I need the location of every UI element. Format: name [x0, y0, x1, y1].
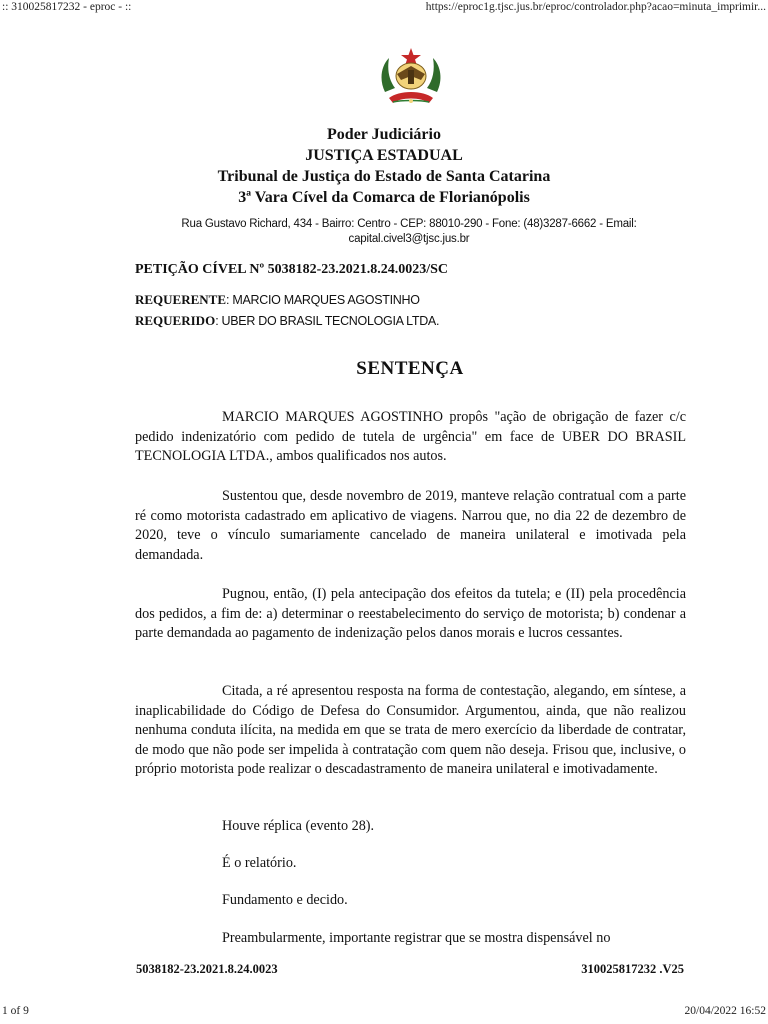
defendant-name: : UBER DO BRASIL TECNOLOGIA LTDA. [215, 314, 440, 328]
print-datetime: 20/04/2022 16:52 [684, 1005, 766, 1017]
plaintiff-name: : MARCIO MARQUES AGOSTINHO [226, 293, 420, 307]
court-header [100, 124, 668, 208]
court-name: 3ª Vara Cível da Comarca de Florianópolis [238, 189, 530, 206]
paragraph-6: É o relatório. [222, 855, 297, 871]
paragraph-2: Sustentou que, desde novembro de 2019, manteve relação contratual com a parte ré como motorista cadastrado em aplicativo de viagens. Narrou que, no dia 22 de dezembro de 2020, teve o vínculo sumariamente cancelado de maneira unilateral e imotivada pela demandada. [135, 488, 686, 563]
footer-process-number: 5038182-23.2021.8.24.0023 [136, 962, 278, 976]
page-url: https://eproc1g.tjsc.jus.br/eproc/controlador.php?acao=minuta_imprimir... [425, 1, 766, 13]
print-header [0, 1, 768, 17]
document-title: SENTENÇA [356, 358, 464, 379]
paragraph-3: Pugnou, então, (I) pela antecipação dos efeitos da tutela; e (II) pela procedência dos pedidos, a fim de: a) determinar o reestabelecimento do serviço de motorista; b) condenar a parte demandada ao pagamento de indenização pelos danos morais e lucros cessantes. [135, 586, 686, 641]
judiciary-label: Poder Judiciário [327, 126, 441, 143]
plaintiff-label: REQUERENTE [135, 292, 227, 307]
address-line: Rua Gustavo Richard, 434 - Bairro: Centro - CEP: 88010-290 - Fone: (48)3287-6662 - Email: [181, 218, 637, 230]
case-number: PETIÇÃO CÍVEL Nº 5038182-23.2021.8.24.0023/SC [135, 262, 449, 277]
paragraph-8: Preambularmente, importante registrar que se mostra dispensável no [222, 930, 611, 946]
paragraph-5: Houve réplica (evento 28). [222, 818, 375, 834]
coat-of-arms-icon [375, 40, 447, 110]
footer-doc-code: 310025817232 .V25 [581, 962, 684, 976]
defendant-line [135, 313, 439, 329]
court-address [150, 217, 668, 247]
paragraph-7: Fundamento e decido. [222, 892, 348, 908]
state-justice-label: JUSTIÇA ESTADUAL [305, 147, 463, 164]
page-indicator: 1 of 9 [2, 1005, 29, 1017]
paragraph-1: MARCIO MARQUES AGOSTINHO propôs "ação de obrigação de fazer c/c pedido indenizatório com pedido de tutela de urgência" em face de UBER DO BRASIL TECNOLOGIA LTDA., ambos qualificados nos autos. [135, 409, 686, 464]
defendant-label: REQUERIDO [135, 313, 216, 328]
tribunal-label: Tribunal de Justiça do Estado de Santa Catarina [217, 168, 551, 185]
email-line: capital.civel3@tjsc.jus.br [348, 233, 470, 245]
print-footer [0, 1005, 768, 1021]
plaintiff-line [135, 292, 420, 308]
tab-title: :: 310025817232 - eproc - :: [2, 1, 132, 13]
paragraph-4: Citada, a ré apresentou resposta na forma de contestação, alegando, em síntese, a inaplicabilidade do Código de Defesa do Consumidor. Argumentou, ainda, que não realizou nenhuma conduta ilícita, na medida em que se trata de mero exercício da liberdade de contratar, de modo que não pode ser impelida à contratação com quem não deseja. Frisou que, inclusive, o próprio motorista pode realizar o descadastramento de maneira unilateral e imotivadamente. [135, 683, 686, 777]
